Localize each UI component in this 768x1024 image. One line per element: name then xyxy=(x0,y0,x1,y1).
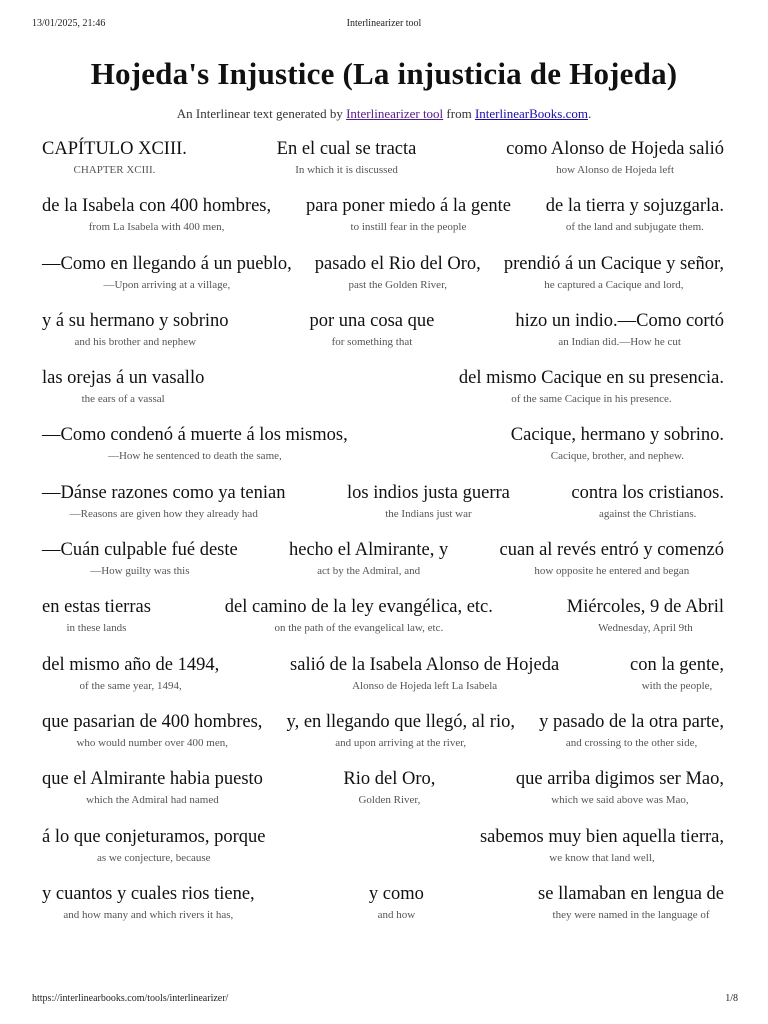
source-text: se llamaban en lengua de xyxy=(538,883,724,904)
subtitle-suffix: . xyxy=(587,106,592,121)
source-text: hizo un indio.—Como cortó xyxy=(515,310,724,331)
interlinear-segment xyxy=(310,308,435,350)
translation-text: who would number over 400 men, xyxy=(76,736,228,749)
translation-text: the Indians just war xyxy=(385,507,472,520)
translation-text: for something that xyxy=(331,335,413,348)
source-text: pasado el Rio del Oro, xyxy=(314,253,481,274)
interlinear-row xyxy=(42,251,724,308)
interlinear-segment xyxy=(480,824,724,866)
interlinear-segment xyxy=(500,537,724,579)
interlinear-segment xyxy=(287,709,515,751)
source-text: —Como condenó á muerte á los mismos, xyxy=(42,425,348,446)
source-text: cuan al revés entró y comenzó xyxy=(499,540,724,561)
interlinear-segment xyxy=(343,766,435,808)
translation-text: and how many and which rivers it has, xyxy=(63,908,234,921)
source-text: y á su hermano y sobrino xyxy=(42,310,229,331)
source-text: Rio del Oro, xyxy=(343,769,436,790)
source-text: con la gente, xyxy=(629,654,724,675)
source-text: que pasarian de 400 hombres, xyxy=(42,711,263,732)
translation-text: and how xyxy=(377,908,416,921)
translation-text: the ears of a vassal xyxy=(81,393,165,406)
source-text: á lo que conjeturamos, porque xyxy=(42,826,266,847)
source-text: —Cuán culpable fué deste xyxy=(42,540,238,561)
translation-text: we know that land well, xyxy=(549,851,655,864)
interlinear-segment xyxy=(42,365,204,407)
interlinear-segment xyxy=(571,480,724,522)
translation-text: —Reasons are given how they already had xyxy=(69,507,258,520)
source-text: del mismo Cacique en su presencia. xyxy=(458,368,724,389)
interlinear-segment xyxy=(504,251,724,293)
source-text: contra los cristianos. xyxy=(571,482,724,503)
source-text: y cuantos y cuales rios tiene, xyxy=(42,883,255,904)
print-header xyxy=(0,18,768,32)
interlinear-segment xyxy=(42,480,286,522)
translation-text: as we conjecture, because xyxy=(96,851,211,864)
source-text: prendió á un Cacique y señor, xyxy=(503,253,724,274)
translation-text: In which it is discussed xyxy=(295,164,398,176)
translation-text: of the same Cacique in his presence. xyxy=(511,393,672,406)
interlinearizer-tool-link[interactable]: Interlinearizer tool xyxy=(346,106,444,121)
translation-text: —How he sentenced to death the same, xyxy=(107,450,282,463)
interlinear-segment xyxy=(42,594,151,636)
subtitle xyxy=(0,106,768,122)
interlinear-row xyxy=(42,652,724,709)
interlinear-row xyxy=(42,824,724,881)
translation-text: in these lands xyxy=(66,622,127,635)
print-title: Interlinearizer tool xyxy=(346,18,422,29)
interlinear-row xyxy=(42,422,724,479)
source-text: para poner miedo á la gente xyxy=(305,196,511,217)
translation-text: —Upon arriving at a village, xyxy=(103,278,231,291)
interlinear-row xyxy=(42,480,724,537)
source-text: de la tierra y sojuzgarla. xyxy=(545,196,724,217)
interlinear-segment xyxy=(42,136,187,178)
translation-text: which we said above was Mao, xyxy=(551,794,689,807)
interlinear-segment xyxy=(546,193,724,235)
interlinear-segment xyxy=(567,594,724,636)
translation-text: from La Isabela with 400 men, xyxy=(88,221,225,234)
source-text: que arriba digimos ser Mao, xyxy=(515,769,724,790)
translation-text: Golden River, xyxy=(358,794,421,807)
interlinear-segment xyxy=(369,881,424,923)
source-text: del mismo año de 1494, xyxy=(42,654,220,675)
source-text: y, en llegando que llegó, al rio, xyxy=(286,711,515,732)
translation-text: against the Christians. xyxy=(598,507,697,520)
translation-text: of the land and subjugate them. xyxy=(565,221,704,234)
translation-text: Cacique, brother, and nephew. xyxy=(550,450,685,463)
interlinear-row xyxy=(42,709,724,766)
interlinear-segment xyxy=(42,824,265,866)
source-text: las orejas á un vasallo xyxy=(42,368,205,389)
translation-text: how opposite he entered and began xyxy=(534,565,690,578)
source-text: CAPÍTULO XCIII. xyxy=(42,139,187,159)
interlinear-row xyxy=(42,193,724,250)
translation-text: CHAPTER XCIII. xyxy=(73,164,156,176)
interlinear-row xyxy=(42,365,724,422)
interlinear-segment xyxy=(42,709,262,751)
interlinear-text xyxy=(42,136,724,938)
interlinear-row xyxy=(42,881,724,938)
source-text: como Alonso de Hojeda salió xyxy=(506,139,724,159)
source-text: que el Almirante habia puesto xyxy=(42,769,263,790)
interlinear-segment xyxy=(515,308,724,350)
interlinear-segment xyxy=(42,766,263,808)
interlinear-row xyxy=(42,136,724,193)
interlinear-segment xyxy=(315,251,481,293)
interlinear-segment xyxy=(539,709,724,751)
source-text: en estas tierras xyxy=(42,597,151,618)
print-url: https://interlinearbooks.com/tools/interlinearizer/ xyxy=(32,993,229,1004)
interlinear-segment xyxy=(538,881,724,923)
interlinear-segment xyxy=(42,652,219,694)
source-text: En el cual se tracta xyxy=(276,139,417,159)
source-text: —Dánse razones como ya tenian xyxy=(42,482,286,503)
interlinear-segment xyxy=(630,652,724,694)
interlinear-segment xyxy=(42,251,292,293)
translation-text: to instill fear in the people xyxy=(350,221,467,234)
translation-text: with the people, xyxy=(641,679,713,692)
source-text: y pasado de la otra parte, xyxy=(539,711,724,732)
subtitle-prefix: An Interlinear text generated by xyxy=(176,106,347,121)
source-text: Cacique, hermano y sobrino. xyxy=(510,425,724,446)
interlinear-segment xyxy=(42,422,348,464)
interlinear-row xyxy=(42,766,724,823)
interlinear-segment xyxy=(42,193,271,235)
translation-text: and crossing to the other side, xyxy=(565,736,698,749)
translation-text: past the Golden River, xyxy=(348,278,448,291)
translation-text: they were named in the language of xyxy=(552,908,710,921)
interlinear-row xyxy=(42,537,724,594)
print-date: 13/01/2025, 21:46 xyxy=(32,18,106,29)
interlinear-row xyxy=(42,308,724,365)
page-number: 1/8 xyxy=(725,993,738,1004)
source-text: de la Isabela con 400 hombres, xyxy=(42,196,272,217)
interlinear-segment xyxy=(516,766,724,808)
source-text: —Como en llegando á un pueblo, xyxy=(42,253,292,274)
interlinear-segment xyxy=(277,136,417,178)
source-text: Miércoles, 9 de Abril xyxy=(566,597,724,618)
translation-text: of the same year, 1494, xyxy=(79,679,182,692)
source-text: los indios justa guerra xyxy=(347,482,510,503)
interlinear-segment xyxy=(347,480,510,522)
interlinearbooks-link[interactable]: InterlinearBooks.com xyxy=(474,106,588,121)
translation-text: Wednesday, April 9th xyxy=(598,622,693,635)
translation-text: an Indian did.—How he cut xyxy=(558,335,681,348)
subtitle-middle: from xyxy=(443,106,475,121)
print-footer xyxy=(0,993,768,1007)
translation-text: he captured a Cacique and lord, xyxy=(544,278,684,291)
interlinear-segment xyxy=(42,537,238,579)
translation-text: Alonso de Hojeda left La Isabela xyxy=(352,679,498,692)
translation-text: act by the Admiral, and xyxy=(317,565,421,578)
interlinear-segment xyxy=(511,422,724,464)
source-text: salió de la Isabela Alonso de Hojeda xyxy=(290,654,560,675)
interlinear-row xyxy=(42,594,724,651)
translation-text: which the Admiral had named xyxy=(86,794,219,807)
translation-text: and upon arriving at the river, xyxy=(335,736,467,749)
translation-text: how Alonso de Hojeda left xyxy=(556,164,675,176)
source-text: por una cosa que xyxy=(309,310,435,331)
source-text: hecho el Almirante, y xyxy=(289,540,449,561)
translation-text: on the path of the evangelical law, etc. xyxy=(274,622,444,635)
interlinear-segment xyxy=(289,537,448,579)
interlinear-segment xyxy=(42,308,229,350)
page-title: Hojeda's Injustice (La injusticia de Hojeda) xyxy=(90,56,678,91)
interlinear-segment xyxy=(290,652,559,694)
translation-text: and his brother and nephew xyxy=(74,335,197,348)
translation-text: —How guilty was this xyxy=(90,565,190,578)
interlinear-segment xyxy=(225,594,493,636)
source-text: sabemos muy bien aquella tierra, xyxy=(479,826,724,847)
interlinear-segment xyxy=(306,193,511,235)
interlinear-segment xyxy=(459,365,724,407)
interlinear-segment xyxy=(42,881,255,923)
source-text: y como xyxy=(368,883,424,904)
source-text: del camino de la ley evangélica, etc. xyxy=(224,597,493,618)
interlinear-segment xyxy=(506,136,724,178)
